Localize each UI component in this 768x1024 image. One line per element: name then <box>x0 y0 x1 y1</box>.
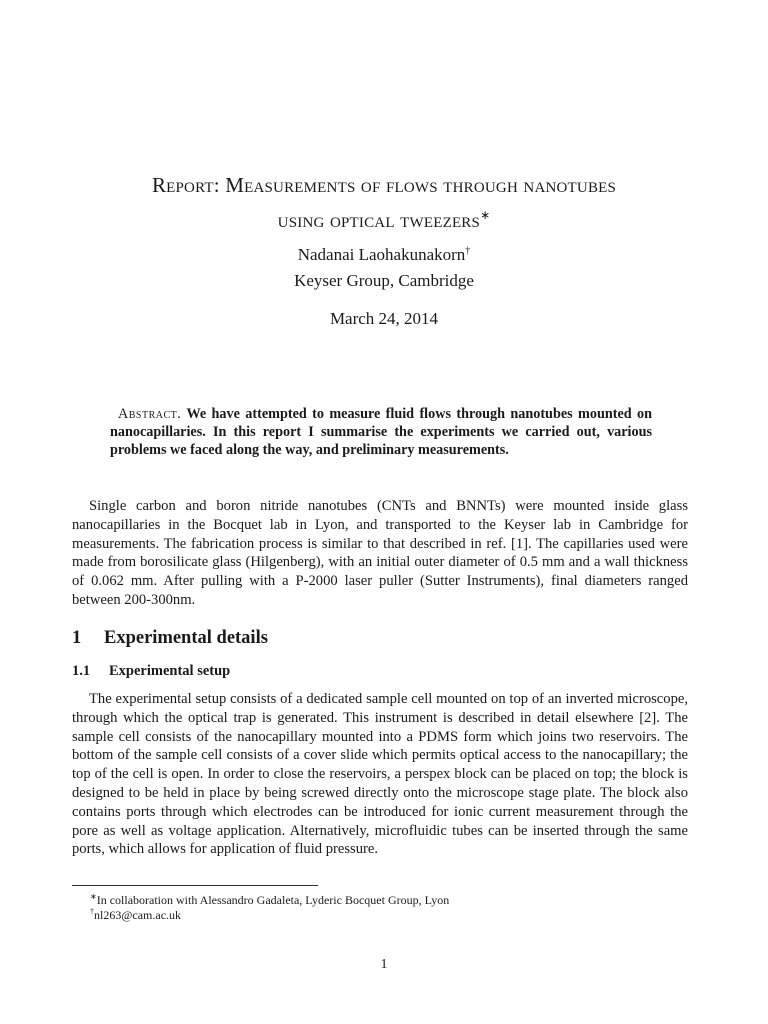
title-line-1: Report: Measurements of flows through nanotubes <box>151 173 617 197</box>
abstract-label: Abstract. <box>118 406 182 422</box>
subsection-title: Experimental setup <box>109 663 231 679</box>
footnote-divider <box>72 885 318 886</box>
section-title: Experimental details <box>104 628 268 648</box>
abstract <box>110 405 652 459</box>
section-heading <box>72 628 268 649</box>
author-name: Nadanai Laohakunakorn <box>297 245 466 264</box>
subsection-number: 1.1 <box>72 663 91 679</box>
paper-title <box>70 170 698 235</box>
subsection-heading <box>72 663 230 680</box>
title-footnote-mark: ∗ <box>480 208 491 222</box>
setup-paragraph: The experimental setup consists of a dedicated sample cell mounted on top of an inverted microscope, through which the optical trap is generated. This instrument is described in detail elsewhere [2]. The sample cell consists of the nanocapillary mounted into a PDMS form which joins two reservoirs. The bottom of the sample cell consists of a cover slide which permits optical access to the nanocapillary; the top of the cell is open. In order to close the reservoirs, a perspex block can be placed on top; the block is designed to be held in place by being screwed directly onto the microscope stage plate. The block also contains ports through which electrodes can be introduced for ionic current measurement through the pore as well as voltage application. Alternatively, microfluidic tubes can be inserted through the same ports, which allows for application of fluid pressure. <box>72 691 688 858</box>
title-line-2: using optical tweezers <box>277 208 481 232</box>
author-name-line <box>70 245 698 265</box>
footnote-2-text: nl263@cam.ac.uk <box>94 908 182 922</box>
page-number: 1 <box>380 957 388 972</box>
author-affiliation: Keyser Group, Cambridge <box>294 271 474 290</box>
footnote-1-mark: ∗ <box>90 892 97 901</box>
publication-date: March 24, 2014 <box>329 309 439 328</box>
footnote-2-mark: † <box>90 907 94 916</box>
section-number: 1 <box>72 628 82 648</box>
abstract-text: We have attempted to measure fluid flows through nanotubes mounted on nanocapillaries. In this report I summarise the experiments we carried out, various problems we faced along the way, and preliminary measurements. <box>110 406 653 458</box>
footnote-1-text: In collaboration with Alessandro Gadaleta, Lyderic Bocquet Group, Lyon <box>96 893 450 907</box>
intro-paragraph: Single carbon and boron nitride nanotubes (CNTs and BNNTs) were mounted inside glass nanocapillaries in the Bocquet lab in Lyon, and transported to the Keyser lab in Cambridge for measurements. The fabrication process is similar to that described in ref. [1]. The capillaries used were made from borosilicate glass (Hilgenberg), with an initial outer diameter of 0.5 mm and a wall thickness of 0.062 mm. After pulling with a P-2000 laser puller (Sutter Instruments), final diameters ranged between 200-300nm. <box>72 498 688 608</box>
author-footnote-mark: † <box>465 245 471 257</box>
footnote-2 <box>90 904 181 923</box>
